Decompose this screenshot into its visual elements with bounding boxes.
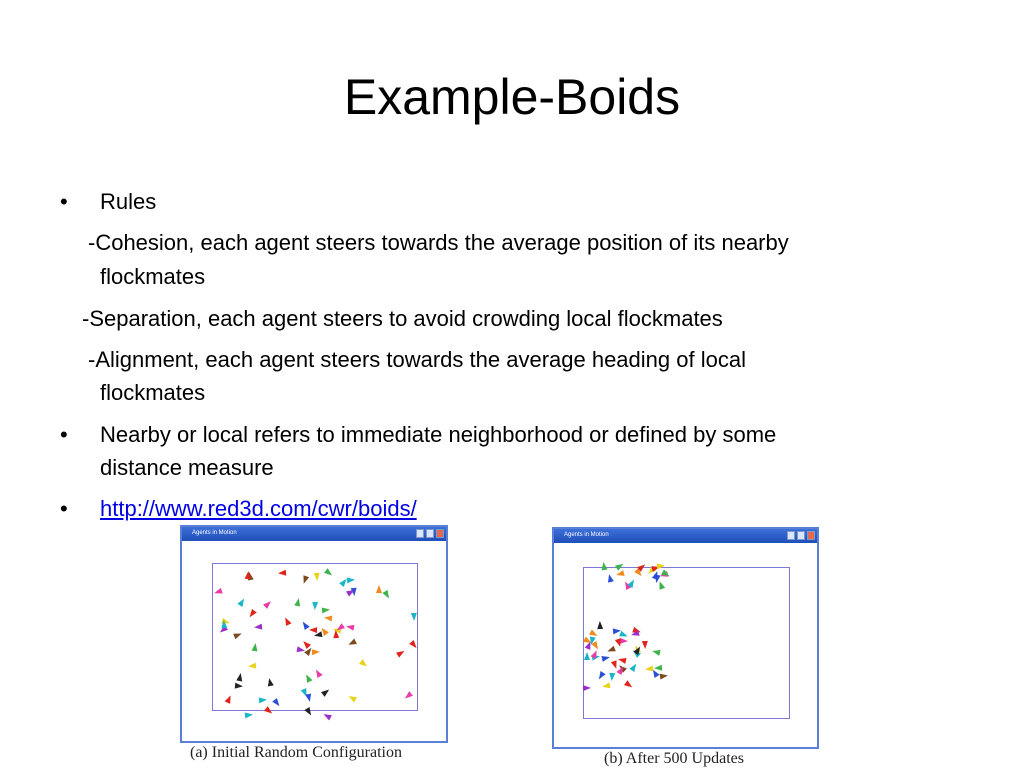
minimize-icon: [416, 529, 424, 538]
bullet-glyph: •: [60, 189, 68, 214]
boid-agent: [244, 711, 253, 718]
boid-agent: [313, 572, 320, 580]
boid-agent: [602, 682, 611, 689]
boid-agent: [236, 672, 243, 681]
bullet-glyph: •: [60, 422, 68, 447]
boid-agent: [333, 630, 340, 638]
window-titlebar: [182, 527, 446, 541]
boid-agent: [235, 683, 243, 690]
rule-alignment-line2: flockmates: [100, 380, 206, 405]
boid-agent: [584, 652, 590, 660]
boid-agent: [657, 563, 665, 569]
figure-b-caption: (b) After 500 Updates: [604, 750, 744, 767]
rule-cohesion-line1: -Cohesion, each agent steers towards the average position of its nearby: [88, 230, 789, 255]
simulation-arena: [583, 567, 790, 719]
slide-title: Example-Boids: [343, 69, 681, 125]
maximize-icon: [426, 529, 434, 538]
boid-agent: [323, 614, 332, 621]
boid-agent: [305, 694, 313, 703]
boids-link[interactable]: http://www.red3d.com/cwr/boids/: [100, 496, 417, 521]
boid-agent: [613, 627, 621, 634]
boid-agent: [597, 621, 603, 629]
window-titlebar: [554, 529, 817, 543]
bullet-rules: Rules: [100, 189, 157, 214]
rule-separation: -Separation, each agent steers to avoid crowding local flockmates: [82, 306, 723, 331]
boid-agent: [278, 570, 286, 577]
minimize-icon: [787, 531, 795, 540]
figure-initial-random: [180, 525, 448, 743]
rule-cohesion-line2: flockmates: [100, 264, 206, 289]
figure-after-updates: [552, 527, 819, 749]
boid-agent: [583, 685, 591, 691]
boid-agent: [376, 585, 382, 593]
boid-agent: [312, 602, 318, 610]
boid-agent: [410, 613, 416, 621]
boid-agent: [654, 665, 662, 672]
boid-agent: [601, 562, 608, 571]
rule-alignment-line1: -Alignment, each agent steers towards the average heading of local: [88, 347, 746, 372]
maximize-icon: [797, 531, 805, 540]
bullet-nearby-line1: Nearby or local refers to immediate neighborhood or defined by some: [100, 422, 777, 447]
window-title: Agents in Motion: [192, 530, 237, 536]
boid-agent: [252, 643, 259, 652]
bullet-glyph: •: [60, 496, 68, 521]
boid-agent: [642, 641, 648, 649]
boid-agent: [259, 696, 268, 703]
boid-agent: [254, 624, 262, 631]
boid-agent: [609, 673, 616, 681]
window-title: Agents in Motion: [564, 532, 609, 538]
bullet-nearby-line2: distance measure: [100, 455, 274, 480]
boid-agent: [221, 619, 228, 627]
close-icon: [807, 531, 815, 540]
close-icon: [436, 529, 444, 538]
figure-a-caption: (a) Initial Random Configuration: [190, 744, 402, 761]
boid-agent: [314, 631, 323, 638]
boid-agent: [345, 623, 354, 630]
boid-agent: [247, 663, 255, 670]
boid-agent: [323, 711, 333, 720]
